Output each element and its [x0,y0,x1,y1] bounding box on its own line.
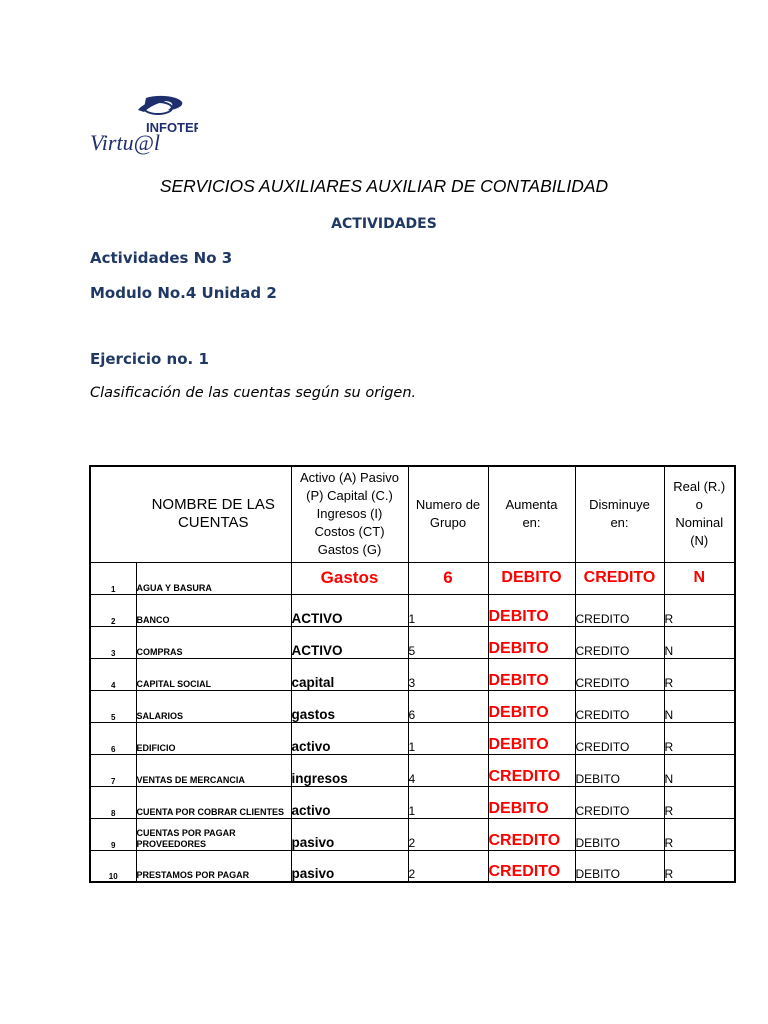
account-name: SALARIOS [136,690,291,722]
account-type: ingresos [291,754,408,786]
group-number: 1 [408,722,488,754]
decreases-in: CREDITO [575,658,664,690]
real-nominal-column-header [664,466,735,562]
decrease-column-header [575,466,664,562]
exercise-instructions: Clasificación de las cuentas según su origen. [90,385,417,401]
row-number: 5 [90,690,136,722]
table-row [90,594,735,626]
increases-in: DEBITO [488,626,575,658]
increases-in: DEBITO [488,722,575,754]
exercise-heading: Ejercicio no. 1 [90,350,209,368]
group-number: 4 [408,754,488,786]
account-name: EDIFICIO [136,722,291,754]
header-line: (N) [690,533,709,549]
increases-in: DEBITO [488,690,575,722]
header-line: Costos (CT) [314,524,385,540]
table-row [90,722,735,754]
group-number: 2 [408,850,488,882]
row-number: 1 [90,562,136,594]
real-or-nominal: N [664,562,735,594]
accounts-classification-table [89,465,736,883]
table-row [90,562,735,594]
increases-in: CREDITO [488,850,575,882]
header-line: en: [610,515,629,531]
row-number: 6 [90,722,136,754]
account-name: CAPITAL SOCIAL [136,658,291,690]
decreases-in: CREDITO [575,786,664,818]
account-name: VENTAS DE MERCANCIA [136,754,291,786]
increases-in: DEBITO [488,658,575,690]
document-title: SERVICIOS AUXILIARES AUXILIAR DE CONTABILIDAD [159,176,609,196]
header-line: Grupo [429,515,467,531]
row-number: 3 [90,626,136,658]
header-line: en: [522,515,541,531]
account-type: activo [291,722,408,754]
table-row [90,818,735,850]
account-name: COMPRAS [136,626,291,658]
table-row [90,626,735,658]
decreases-in: CREDITO [575,594,664,626]
account-name: AGUA Y BASURA [136,562,291,594]
row-number: 8 [90,786,136,818]
account-type: capital [291,658,408,690]
header-line: Ingresos (I) [316,506,383,522]
increases-in: DEBITO [488,562,575,594]
section-title: ACTIVIDADES [331,216,437,232]
number-column-header [90,466,136,562]
header-line: Aumenta [505,497,558,513]
table-row [90,658,735,690]
increases-in: CREDITO [488,754,575,786]
group-number: 6 [408,562,488,594]
row-number: 7 [90,754,136,786]
decreases-in: CREDITO [575,690,664,722]
account-type: ACTIVO [291,626,408,658]
group-number-column-header [408,466,488,562]
activity-heading: Actividades No 3 [90,249,233,267]
group-number: 6 [408,690,488,722]
decreases-in: CREDITO [575,562,664,594]
group-number: 5 [408,626,488,658]
table-header-row [90,466,735,562]
group-number: 2 [408,818,488,850]
increases-in: DEBITO [488,594,575,626]
table-row [90,690,735,722]
header-line: Disminuye [589,497,650,513]
real-or-nominal: R [664,818,735,850]
header-line: Numero de [415,497,481,513]
infotep-virtual-logo [88,92,198,158]
account-type: activo [291,786,408,818]
header-line: Gastos (G) [317,542,382,558]
increase-column-header [488,466,575,562]
increases-in: DEBITO [488,786,575,818]
header-line: Activo (A) Pasivo [300,470,399,486]
row-number: 2 [90,594,136,626]
header-line: o [695,497,703,513]
row-number: 10 [90,850,136,882]
account-type: pasivo [291,818,408,850]
account-name: CUENTA POR COBRAR CLIENTES [136,786,291,818]
real-or-nominal: R [664,786,735,818]
account-name-column-header: NOMBRE DE LAS CUENTAS [136,466,291,562]
account-name: CUENTAS POR PAGAR PROVEEDORES [136,818,291,850]
row-number: 9 [90,818,136,850]
real-or-nominal: R [664,850,735,882]
logo-brand-text: INFOTEP [146,120,198,135]
group-number: 1 [408,786,488,818]
decreases-in: DEBITO [575,818,664,850]
table-row [90,786,735,818]
module-heading: Modulo No.4 Unidad 2 [90,284,277,302]
account-type: Gastos [291,562,408,594]
group-number: 1 [408,594,488,626]
decreases-in: DEBITO [575,850,664,882]
decreases-in: CREDITO [575,722,664,754]
real-or-nominal: R [664,722,735,754]
logo-subtitle-text: Virtu@l [90,130,160,155]
group-number: 3 [408,658,488,690]
real-or-nominal: N [664,626,735,658]
account-name: PRESTAMOS POR PAGAR [136,850,291,882]
account-name: BANCO [136,594,291,626]
header-line: Real (R.) [673,479,726,495]
real-or-nominal: R [664,594,735,626]
account-type: gastos [291,690,408,722]
account-type-column-header [291,466,408,562]
real-or-nominal: N [664,690,735,722]
increases-in: CREDITO [488,818,575,850]
account-type: ACTIVO [291,594,408,626]
table-row [90,754,735,786]
account-type: pasivo [291,850,408,882]
header-line: Nominal [675,515,724,531]
row-number: 4 [90,658,136,690]
real-or-nominal: R [664,658,735,690]
header-line: (P) Capital (C.) [306,488,393,504]
real-or-nominal: N [664,754,735,786]
decreases-in: CREDITO [575,626,664,658]
decreases-in: DEBITO [575,754,664,786]
table-row [90,850,735,882]
